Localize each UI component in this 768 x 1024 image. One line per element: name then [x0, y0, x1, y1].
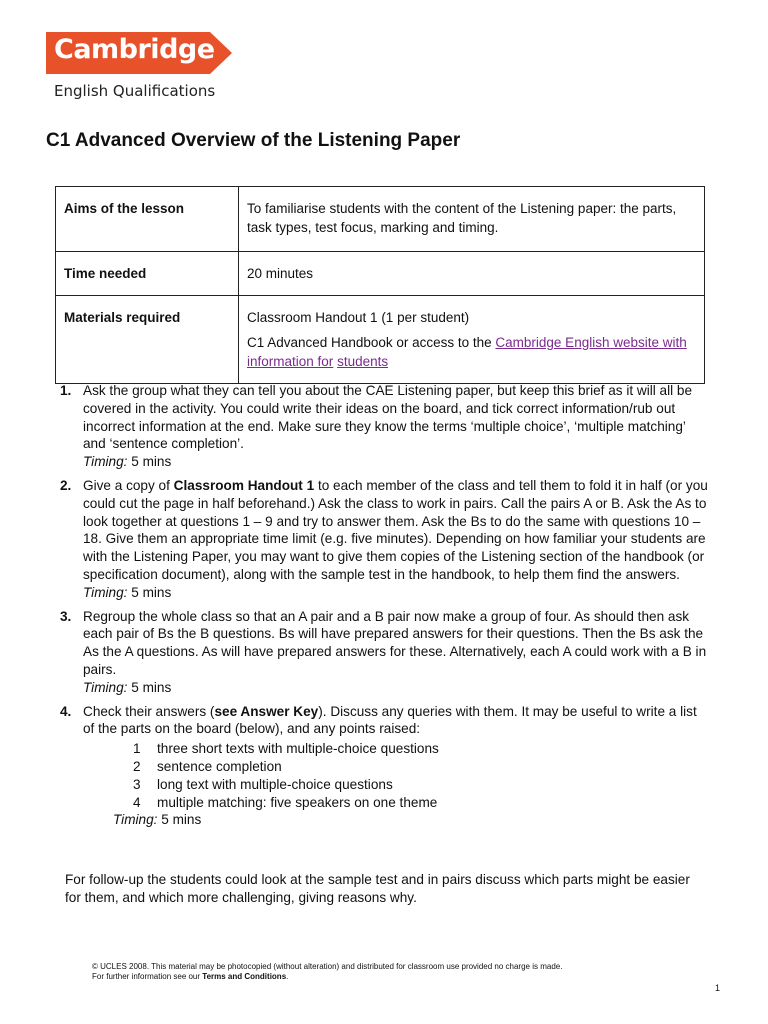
part-text: sentence completion: [157, 758, 282, 774]
page-title: C1 Advanced Overview of the Listening Paper: [46, 130, 461, 151]
table-row: [56, 187, 705, 252]
step-text-bold: Classroom Handout 1: [173, 477, 315, 493]
time-value: 20 minutes: [239, 252, 705, 296]
timing-label: Timing:: [83, 454, 128, 470]
timing-label: Timing:: [83, 679, 128, 695]
footer-line2-prefix: For further information see our: [92, 972, 203, 981]
students-link[interactable]: students: [337, 354, 389, 369]
step-timing: [83, 584, 708, 602]
list-item: [133, 776, 708, 794]
list-item: [60, 382, 708, 471]
aims-label: Aims of the lesson: [56, 187, 239, 252]
list-item: [133, 740, 708, 758]
part-number: 2: [133, 758, 141, 774]
footer-line1: © UCLES 2008. This material may be photocopied (without alteration) and distributed for classroom use provided no charge is made.: [92, 962, 563, 971]
step-number: 3.: [60, 608, 72, 624]
timing-value: 5 mins: [127, 679, 172, 695]
list-item: [133, 758, 708, 776]
step-timing: [83, 679, 708, 697]
lesson-info-table: [55, 186, 705, 384]
materials-value: [239, 296, 705, 384]
timing-value: 5 mins: [127, 454, 172, 470]
step-text-pre: Check their answers (: [83, 703, 215, 719]
part-number: 1: [133, 741, 141, 757]
step-text-post: to each member of the class and tell them to fold it in half (or you could cut the page in half beforehand.) Ask the class to work in pairs. Call the pairs A or B. Ask the As to look together at questions 1 – 9 and try to answer them. Ask the Bs to do the same with questions 10 – 18. Give them an appropriate time limit (e.g. five minutes). Depending on how familiar your students are with the Listening Paper, you may want to give them copies of the Listening section of the handbook (or specification document), along with the sample test in the handbook, to help them find the answers.: [83, 477, 708, 582]
logo-brand-text: Cambridge: [54, 34, 215, 65]
materials-line1: Classroom Handout 1 (1 per student): [247, 310, 470, 325]
timing-label: Timing:: [113, 812, 158, 828]
aims-value: To familiarise students with the content of the Listening paper: the parts, task types, test focus, marking and timing.: [239, 187, 705, 252]
timing-value: 5 mins: [127, 584, 172, 600]
footer-line2: [92, 972, 562, 982]
time-label: Time needed: [56, 252, 239, 296]
list-item: [60, 703, 708, 830]
page-number: 1: [715, 983, 721, 993]
table-row: [56, 296, 705, 384]
list-item: [60, 608, 708, 697]
lesson-steps-list: [60, 382, 708, 835]
listening-parts-list: [83, 740, 708, 811]
part-text: three short texts with multiple-choice questions: [157, 741, 439, 757]
cambridge-website-link[interactable]: Cambridge English website with information for: [247, 335, 687, 369]
copyright-footer: [92, 962, 562, 982]
step-text: Regroup the whole class so that an A pair and a B pair now make a group of four. As should then ask each pair of Bs the B questions. Bs will have prepared answers for their questions. Then the Bs ask the As the A questions. As will have prepared answers for these. Alternatively, each A could work with a B in pairs.: [83, 608, 707, 677]
step-timing: [83, 453, 708, 471]
list-item: [133, 794, 708, 812]
part-text: long text with multiple-choice questions: [157, 776, 393, 792]
materials-line2-prefix: C1 Advanced Handbook or access to the: [247, 335, 496, 350]
step-text-post: ). Discuss any queries with them. It may be useful to write a list of the parts on the board (below), and any points raised:: [83, 703, 697, 737]
part-text: multiple matching: five speakers on one theme: [157, 794, 438, 810]
step-text: Ask the group what they can tell you about the CAE Listening paper, but keep this brief as it will all be covered in the activity. You could write their ideas on the board, and tick correct information/rub out incorrect information at the end. Make sure they know the terms ‘multiple choice’, ‘multiple matching’ and ‘sentence completion’.: [83, 383, 693, 452]
step-number: 2.: [60, 477, 72, 493]
step-number: 4.: [60, 703, 72, 719]
step-number: 1.: [60, 383, 72, 398]
materials-label: Materials required: [56, 296, 239, 384]
table-row: [56, 252, 705, 296]
part-number: 3: [133, 776, 141, 792]
step-text-pre: Give a copy of: [83, 477, 174, 493]
cambridge-logo: [46, 32, 232, 74]
materials-line2: [247, 333, 696, 371]
list-item: [60, 477, 708, 602]
part-number: 4: [133, 794, 141, 810]
step-text-bold: see Answer Key: [214, 703, 319, 719]
logo-subtitle: English Qualifications: [54, 82, 216, 100]
timing-label: Timing:: [83, 584, 128, 600]
timing-value: 5 mins: [157, 812, 202, 828]
footer-line2-suffix: .: [286, 972, 289, 981]
terms-link[interactable]: Terms and Conditions: [202, 972, 287, 981]
followup-paragraph: For follow-up the students could look at the sample test and in pairs discuss which parts might be easier for them, and which more challenging, giving reasons why.: [65, 872, 690, 905]
step-timing: [83, 811, 708, 829]
